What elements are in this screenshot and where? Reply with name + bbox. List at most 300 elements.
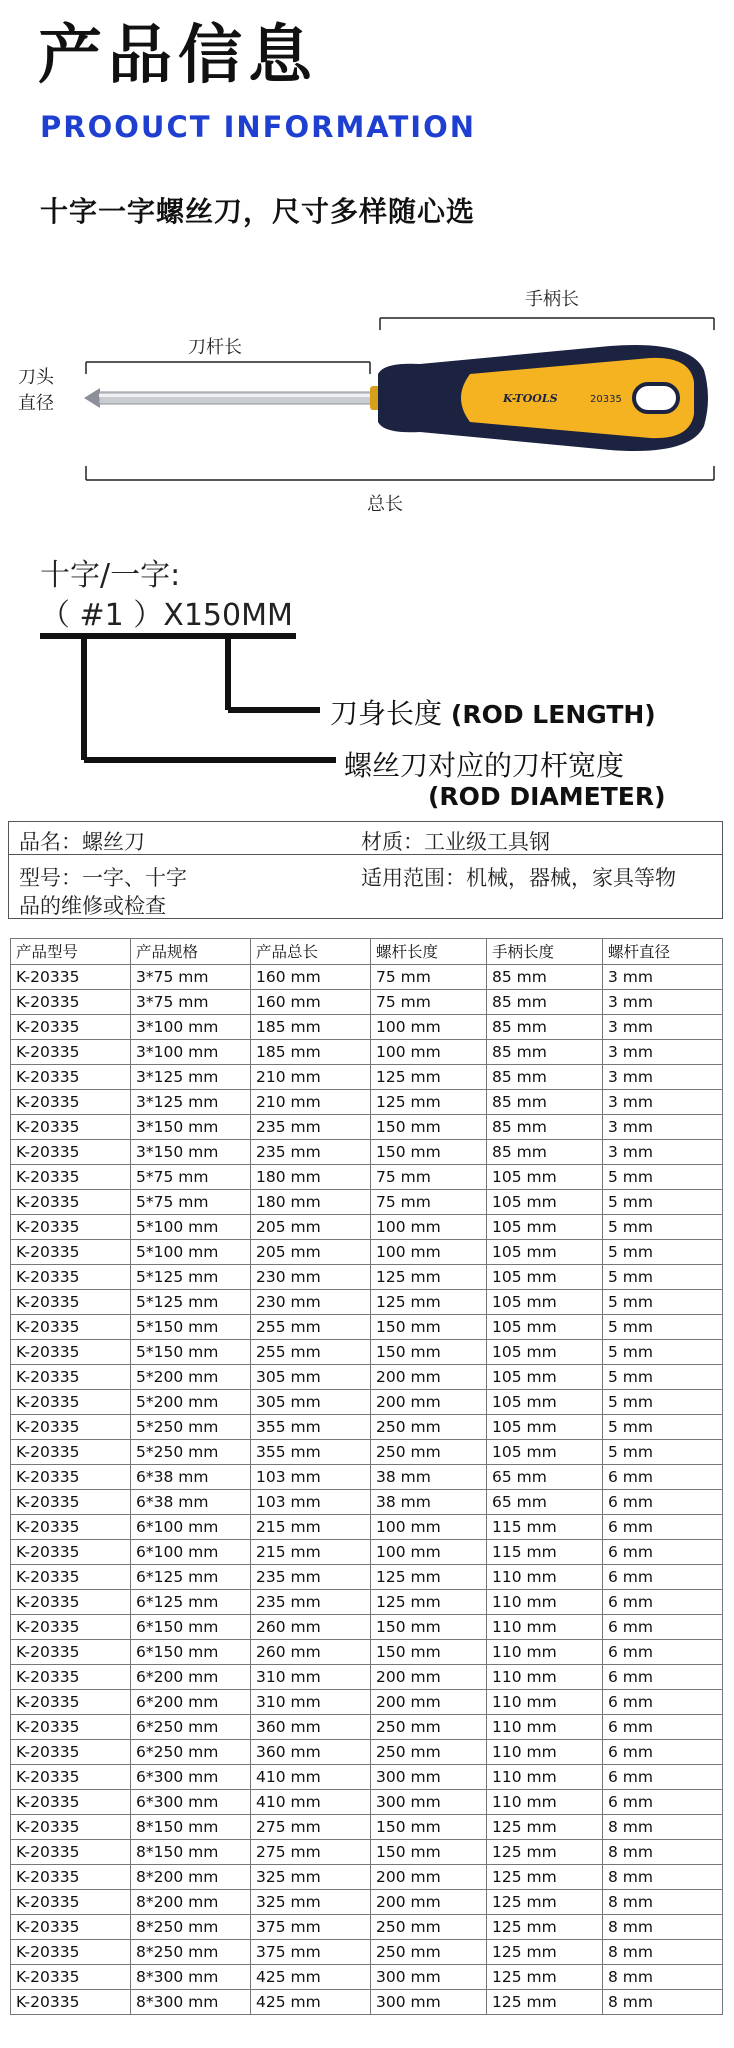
table-cell: 5*75 mm xyxy=(131,1190,251,1215)
table-cell: 205 mm xyxy=(251,1215,371,1240)
table-cell: 85 mm xyxy=(487,1090,603,1115)
table-cell: 3*100 mm xyxy=(131,1040,251,1065)
table-cell: 305 mm xyxy=(251,1365,371,1390)
table-cell: 75 mm xyxy=(371,990,487,1015)
table-cell: 75 mm xyxy=(371,965,487,990)
table-cell: 110 mm xyxy=(487,1590,603,1615)
table-row xyxy=(11,1790,723,1815)
table-row xyxy=(11,990,723,1015)
table-cell: 185 mm xyxy=(251,1015,371,1040)
rod-length-bracket xyxy=(86,362,370,374)
table-cell: 38 mm xyxy=(371,1465,487,1490)
page-title: 产品信息 xyxy=(38,19,318,93)
table-cell: 115 mm xyxy=(487,1540,603,1565)
table-cell: K-20335 xyxy=(11,1065,131,1090)
table-cell: 185 mm xyxy=(251,1040,371,1065)
table-cell: 38 mm xyxy=(371,1490,487,1515)
table-cell: 6*200 mm xyxy=(131,1665,251,1690)
table-cell: 75 mm xyxy=(371,1165,487,1190)
table-cell: 8 mm xyxy=(603,1990,723,2015)
table-cell: 6*250 mm xyxy=(131,1740,251,1765)
table-cell: 200 mm xyxy=(371,1890,487,1915)
table-row xyxy=(11,1315,723,1340)
table-row xyxy=(11,1690,723,1715)
table-cell: 5 mm xyxy=(603,1365,723,1390)
table-cell: 105 mm xyxy=(487,1315,603,1340)
table-cell: K-20335 xyxy=(11,1565,131,1590)
table-cell: 5 mm xyxy=(603,1265,723,1290)
table-cell: K-20335 xyxy=(11,1140,131,1165)
tip-diameter-label-2: 直径 xyxy=(18,393,54,414)
table-cell: 375 mm xyxy=(251,1940,371,1965)
table-cell: K-20335 xyxy=(11,1165,131,1190)
table-cell: 160 mm xyxy=(251,965,371,990)
table-cell: 5 mm xyxy=(603,1240,723,1265)
table-cell: 6 mm xyxy=(603,1465,723,1490)
table-cell: K-20335 xyxy=(11,1015,131,1040)
table-cell: 355 mm xyxy=(251,1440,371,1465)
table-cell: 103 mm xyxy=(251,1465,371,1490)
table-cell: K-20335 xyxy=(11,1990,131,2015)
table-cell: K-20335 xyxy=(11,1415,131,1440)
table-cell: 275 mm xyxy=(251,1840,371,1865)
table-row xyxy=(11,1715,723,1740)
table-cell: K-20335 xyxy=(11,1240,131,1265)
table-cell: 5*250 mm xyxy=(131,1440,251,1465)
table-cell: 8*200 mm xyxy=(131,1890,251,1915)
table-cell: 5 mm xyxy=(603,1415,723,1440)
table-cell: K-20335 xyxy=(11,1790,131,1815)
table-cell: 375 mm xyxy=(251,1915,371,1940)
table-cell: 150 mm xyxy=(371,1340,487,1365)
table-cell: 425 mm xyxy=(251,1965,371,1990)
table-cell: 3 mm xyxy=(603,990,723,1015)
table-cell: 8*150 mm xyxy=(131,1815,251,1840)
table-cell: K-20335 xyxy=(11,1215,131,1240)
table-cell: 300 mm xyxy=(371,1965,487,1990)
table-row xyxy=(11,1365,723,1390)
table-cell: 110 mm xyxy=(487,1715,603,1740)
column-header: 手柄长度 xyxy=(487,939,603,965)
rod-diameter-callout-en: (ROD DIAMETER) xyxy=(428,782,666,811)
table-cell: K-20335 xyxy=(11,1740,131,1765)
table-cell: 6 mm xyxy=(603,1765,723,1790)
table-cell: 110 mm xyxy=(487,1665,603,1690)
table-cell: K-20335 xyxy=(11,1865,131,1890)
handle-length-label: 手柄长 xyxy=(525,289,579,310)
handle-brand-logo: K-TOOLS xyxy=(503,392,558,405)
table-cell: 6 mm xyxy=(603,1490,723,1515)
table-cell: 150 mm xyxy=(371,1815,487,1840)
table-cell: 5 mm xyxy=(603,1340,723,1365)
table-cell: 3 mm xyxy=(603,1140,723,1165)
table-cell: 325 mm xyxy=(251,1890,371,1915)
table-row xyxy=(11,1565,723,1590)
screwdriver-rod xyxy=(99,392,383,404)
table-cell: 260 mm xyxy=(251,1640,371,1665)
table-cell: 5 mm xyxy=(603,1390,723,1415)
table-cell: 300 mm xyxy=(371,1990,487,2015)
table-cell: 205 mm xyxy=(251,1240,371,1265)
table-cell: 250 mm xyxy=(371,1415,487,1440)
table-header-row xyxy=(11,939,723,965)
table-cell: 325 mm xyxy=(251,1865,371,1890)
table-cell: 125 mm xyxy=(371,1565,487,1590)
table-cell: 6 mm xyxy=(603,1540,723,1565)
tip-diameter-label-1: 刀头 xyxy=(18,367,54,388)
table-row xyxy=(11,1240,723,1265)
table-cell: K-20335 xyxy=(11,1915,131,1940)
table-cell: 5 mm xyxy=(603,1215,723,1240)
table-cell: 125 mm xyxy=(487,1840,603,1865)
table-cell: 5 mm xyxy=(603,1190,723,1215)
table-cell: K-20335 xyxy=(11,1515,131,1540)
table-cell: 8*300 mm xyxy=(131,1990,251,2015)
spec-size-line: （ #1 ）X150MM xyxy=(40,598,293,633)
table-cell: 5*100 mm xyxy=(131,1240,251,1265)
table-cell: 300 mm xyxy=(371,1790,487,1815)
table-cell: 3*150 mm xyxy=(131,1140,251,1165)
table-row xyxy=(11,1040,723,1065)
table-cell: 105 mm xyxy=(487,1215,603,1240)
table-cell: 85 mm xyxy=(487,1115,603,1140)
table-cell: 210 mm xyxy=(251,1090,371,1115)
table-cell: 110 mm xyxy=(487,1640,603,1665)
table-cell: 250 mm xyxy=(371,1740,487,1765)
table-row xyxy=(11,1140,723,1165)
table-cell: 200 mm xyxy=(371,1665,487,1690)
table-cell: 355 mm xyxy=(251,1415,371,1440)
table-cell: 110 mm xyxy=(487,1690,603,1715)
table-cell: 6 mm xyxy=(603,1715,723,1740)
info-scope-continued: 品的维修或检查 xyxy=(19,894,166,918)
table-cell: 6*150 mm xyxy=(131,1640,251,1665)
table-cell: 125 mm xyxy=(487,1940,603,1965)
table-row xyxy=(11,1915,723,1940)
table-cell: 180 mm xyxy=(251,1190,371,1215)
table-cell: 3*75 mm xyxy=(131,990,251,1015)
table-cell: 125 mm xyxy=(487,1915,603,1940)
table-cell: K-20335 xyxy=(11,1190,131,1215)
table-cell: 260 mm xyxy=(251,1615,371,1640)
table-cell: 150 mm xyxy=(371,1115,487,1140)
table-cell: 105 mm xyxy=(487,1290,603,1315)
table-cell: 75 mm xyxy=(371,1190,487,1215)
table-cell: 125 mm xyxy=(487,1965,603,1990)
table-cell: 255 mm xyxy=(251,1340,371,1365)
table-row xyxy=(11,1540,723,1565)
table-cell: 5*100 mm xyxy=(131,1215,251,1240)
table-cell: 255 mm xyxy=(251,1315,371,1340)
table-row xyxy=(11,1865,723,1890)
table-row xyxy=(11,1490,723,1515)
total-length-bracket xyxy=(86,466,714,480)
table-cell: K-20335 xyxy=(11,1040,131,1065)
table-cell: 6*150 mm xyxy=(131,1615,251,1640)
column-header: 产品总长 xyxy=(251,939,371,965)
table-cell: K-20335 xyxy=(11,1965,131,1990)
table-cell: 8*150 mm xyxy=(131,1840,251,1865)
table-cell: 100 mm xyxy=(371,1215,487,1240)
page-title-en: PROOUCT INFORMATION xyxy=(40,110,476,144)
table-row xyxy=(11,965,723,990)
table-cell: 8 mm xyxy=(603,1940,723,1965)
table-row xyxy=(11,1815,723,1840)
table-cell: 8 mm xyxy=(603,1890,723,1915)
table-cell: 6*125 mm xyxy=(131,1565,251,1590)
table-cell: K-20335 xyxy=(11,990,131,1015)
table-cell: K-20335 xyxy=(11,1615,131,1640)
table-cell: 6 mm xyxy=(603,1565,723,1590)
table-cell: 300 mm xyxy=(371,1765,487,1790)
table-cell: 6 mm xyxy=(603,1690,723,1715)
table-cell: 3*125 mm xyxy=(131,1065,251,1090)
table-cell: 8*250 mm xyxy=(131,1915,251,1940)
table-cell: K-20335 xyxy=(11,1365,131,1390)
table-cell: 100 mm xyxy=(371,1240,487,1265)
table-cell: 410 mm xyxy=(251,1765,371,1790)
table-cell: K-20335 xyxy=(11,1940,131,1965)
table-cell: 110 mm xyxy=(487,1740,603,1765)
handle-model-number: 20335 xyxy=(590,394,622,405)
table-row xyxy=(11,1465,723,1490)
table-cell: 150 mm xyxy=(371,1315,487,1340)
table-cell: 105 mm xyxy=(487,1340,603,1365)
table-cell: 6*125 mm xyxy=(131,1590,251,1615)
table-cell: 8*300 mm xyxy=(131,1965,251,1990)
table-row xyxy=(11,1840,723,1865)
table-cell: 6*38 mm xyxy=(131,1465,251,1490)
table-cell: 360 mm xyxy=(251,1715,371,1740)
table-cell: 150 mm xyxy=(371,1140,487,1165)
table-cell: 250 mm xyxy=(371,1715,487,1740)
table-cell: 235 mm xyxy=(251,1565,371,1590)
table-cell: 360 mm xyxy=(251,1740,371,1765)
table-cell: K-20335 xyxy=(11,1265,131,1290)
table-cell: 230 mm xyxy=(251,1265,371,1290)
table-cell: 5 mm xyxy=(603,1315,723,1340)
table-row xyxy=(11,1965,723,1990)
table-cell: 8 mm xyxy=(603,1965,723,1990)
table-cell: 3 mm xyxy=(603,1115,723,1140)
table-row xyxy=(11,1640,723,1665)
table-cell: 5*150 mm xyxy=(131,1315,251,1340)
table-row xyxy=(11,1415,723,1440)
table-cell: 85 mm xyxy=(487,965,603,990)
table-cell: K-20335 xyxy=(11,1290,131,1315)
table-row xyxy=(11,1440,723,1465)
table-row xyxy=(11,1740,723,1765)
table-cell: K-20335 xyxy=(11,1840,131,1865)
table-row xyxy=(11,1340,723,1365)
table-cell: K-20335 xyxy=(11,1640,131,1665)
product-info-box xyxy=(8,821,723,919)
table-cell: K-20335 xyxy=(11,1665,131,1690)
table-cell: 103 mm xyxy=(251,1490,371,1515)
table-cell: 6 mm xyxy=(603,1590,723,1615)
table-row xyxy=(11,1015,723,1040)
table-cell: 100 mm xyxy=(371,1040,487,1065)
table-cell: 5 mm xyxy=(603,1440,723,1465)
handle-length-bracket xyxy=(380,318,714,330)
table-cell: 8*200 mm xyxy=(131,1865,251,1890)
table-cell: 215 mm xyxy=(251,1515,371,1540)
table-row xyxy=(11,1615,723,1640)
table-cell: 5*250 mm xyxy=(131,1415,251,1440)
spec-type-line: 十字/一字: xyxy=(40,558,181,593)
table-cell: 6 mm xyxy=(603,1515,723,1540)
table-cell: 105 mm xyxy=(487,1390,603,1415)
table-cell: 85 mm xyxy=(487,1065,603,1090)
table-cell: K-20335 xyxy=(11,1690,131,1715)
table-cell: 125 mm xyxy=(371,1590,487,1615)
table-cell: 85 mm xyxy=(487,990,603,1015)
table-cell: 250 mm xyxy=(371,1915,487,1940)
page-subtitle: 十字一字螺丝刀，尺寸多样随心选 xyxy=(40,195,476,228)
table-cell: 6*250 mm xyxy=(131,1715,251,1740)
table-cell: 200 mm xyxy=(371,1690,487,1715)
table-cell: 85 mm xyxy=(487,1140,603,1165)
table-row xyxy=(11,1940,723,1965)
table-cell: K-20335 xyxy=(11,1115,131,1140)
table-cell: 125 mm xyxy=(371,1290,487,1315)
table-cell: 3*125 mm xyxy=(131,1090,251,1115)
table-cell: 6*300 mm xyxy=(131,1765,251,1790)
table-cell: 235 mm xyxy=(251,1115,371,1140)
table-cell: 6 mm xyxy=(603,1790,723,1815)
table-cell: 6 mm xyxy=(603,1640,723,1665)
column-header: 螺杆直径 xyxy=(603,939,723,965)
table-cell: K-20335 xyxy=(11,1765,131,1790)
table-cell: 3*100 mm xyxy=(131,1015,251,1040)
table-cell: 310 mm xyxy=(251,1665,371,1690)
table-cell: 150 mm xyxy=(371,1615,487,1640)
table-cell: 105 mm xyxy=(487,1440,603,1465)
screwdriver-diagram xyxy=(0,270,734,520)
table-cell: 8 mm xyxy=(603,1915,723,1940)
table-cell: 6 mm xyxy=(603,1740,723,1765)
table-cell: 125 mm xyxy=(487,1815,603,1840)
table-cell: 85 mm xyxy=(487,1040,603,1065)
table-cell: 5*200 mm xyxy=(131,1365,251,1390)
table-row xyxy=(11,1390,723,1415)
rod-length-callout xyxy=(330,692,656,732)
table-cell: 230 mm xyxy=(251,1290,371,1315)
spec-table xyxy=(10,938,723,2015)
table-row xyxy=(11,1190,723,1215)
table-cell: 105 mm xyxy=(487,1265,603,1290)
rod-length-callout-en: (ROD LENGTH) xyxy=(450,700,656,729)
table-cell: 305 mm xyxy=(251,1390,371,1415)
table-cell: 100 mm xyxy=(371,1515,487,1540)
table-cell: 235 mm xyxy=(251,1590,371,1615)
table-cell: 3 mm xyxy=(603,1015,723,1040)
table-cell: 215 mm xyxy=(251,1540,371,1565)
table-cell: 8 mm xyxy=(603,1865,723,1890)
table-cell: K-20335 xyxy=(11,1540,131,1565)
table-cell: 85 mm xyxy=(487,1015,603,1040)
table-cell: 235 mm xyxy=(251,1140,371,1165)
table-cell: K-20335 xyxy=(11,1390,131,1415)
rod-length-callout-cn: 刀身长度 xyxy=(330,697,443,730)
table-cell: 110 mm xyxy=(487,1565,603,1590)
table-cell: 200 mm xyxy=(371,1865,487,1890)
hang-hole xyxy=(634,384,678,412)
table-cell: 310 mm xyxy=(251,1690,371,1715)
table-cell: 250 mm xyxy=(371,1940,487,1965)
table-cell: 3 mm xyxy=(603,1040,723,1065)
table-cell: 160 mm xyxy=(251,990,371,1015)
rod-length-label: 刀杆长 xyxy=(188,337,242,358)
table-cell: 3 mm xyxy=(603,965,723,990)
table-cell: 105 mm xyxy=(487,1240,603,1265)
table-cell: K-20335 xyxy=(11,1315,131,1340)
table-cell: K-20335 xyxy=(11,965,131,990)
table-row xyxy=(11,1515,723,1540)
table-cell: 110 mm xyxy=(487,1765,603,1790)
table-cell: 105 mm xyxy=(487,1165,603,1190)
table-row xyxy=(11,1115,723,1140)
table-cell: 5 mm xyxy=(603,1290,723,1315)
table-cell: 6*100 mm xyxy=(131,1515,251,1540)
table-cell: 110 mm xyxy=(487,1790,603,1815)
table-cell: 125 mm xyxy=(487,1990,603,2015)
table-cell: 125 mm xyxy=(371,1265,487,1290)
table-row xyxy=(11,1065,723,1090)
table-cell: 5*150 mm xyxy=(131,1340,251,1365)
info-model: 型号：一字、十字 xyxy=(19,866,187,890)
table-cell: 6*200 mm xyxy=(131,1690,251,1715)
table-row xyxy=(11,1290,723,1315)
table-cell: 3*75 mm xyxy=(131,965,251,990)
table-cell: K-20335 xyxy=(11,1090,131,1115)
table-cell: 6*100 mm xyxy=(131,1540,251,1565)
table-cell: 3 mm xyxy=(603,1090,723,1115)
table-cell: 125 mm xyxy=(371,1090,487,1115)
table-cell: 180 mm xyxy=(251,1165,371,1190)
table-cell: 100 mm xyxy=(371,1540,487,1565)
table-cell: 3 mm xyxy=(603,1065,723,1090)
table-cell: K-20335 xyxy=(11,1815,131,1840)
table-row xyxy=(11,1090,723,1115)
table-cell: 3*150 mm xyxy=(131,1115,251,1140)
table-cell: 65 mm xyxy=(487,1465,603,1490)
table-cell: 8*250 mm xyxy=(131,1940,251,1965)
table-cell: 5*125 mm xyxy=(131,1265,251,1290)
table-cell: K-20335 xyxy=(11,1715,131,1740)
table-cell: 410 mm xyxy=(251,1790,371,1815)
column-header: 螺杆长度 xyxy=(371,939,487,965)
table-row xyxy=(11,1590,723,1615)
table-cell: 6*38 mm xyxy=(131,1490,251,1515)
table-cell: 200 mm xyxy=(371,1365,487,1390)
table-cell: K-20335 xyxy=(11,1590,131,1615)
table-cell: K-20335 xyxy=(11,1490,131,1515)
table-cell: 100 mm xyxy=(371,1015,487,1040)
table-row xyxy=(11,1765,723,1790)
column-header: 产品规格 xyxy=(131,939,251,965)
table-row xyxy=(11,1165,723,1190)
table-cell: 6 mm xyxy=(603,1615,723,1640)
table-cell: 425 mm xyxy=(251,1990,371,2015)
table-cell: K-20335 xyxy=(11,1890,131,1915)
table-cell: 250 mm xyxy=(371,1440,487,1465)
column-header: 产品型号 xyxy=(11,939,131,965)
table-row xyxy=(11,1665,723,1690)
table-cell: K-20335 xyxy=(11,1340,131,1365)
table-cell: 65 mm xyxy=(487,1490,603,1515)
rod-highlight xyxy=(99,394,383,397)
